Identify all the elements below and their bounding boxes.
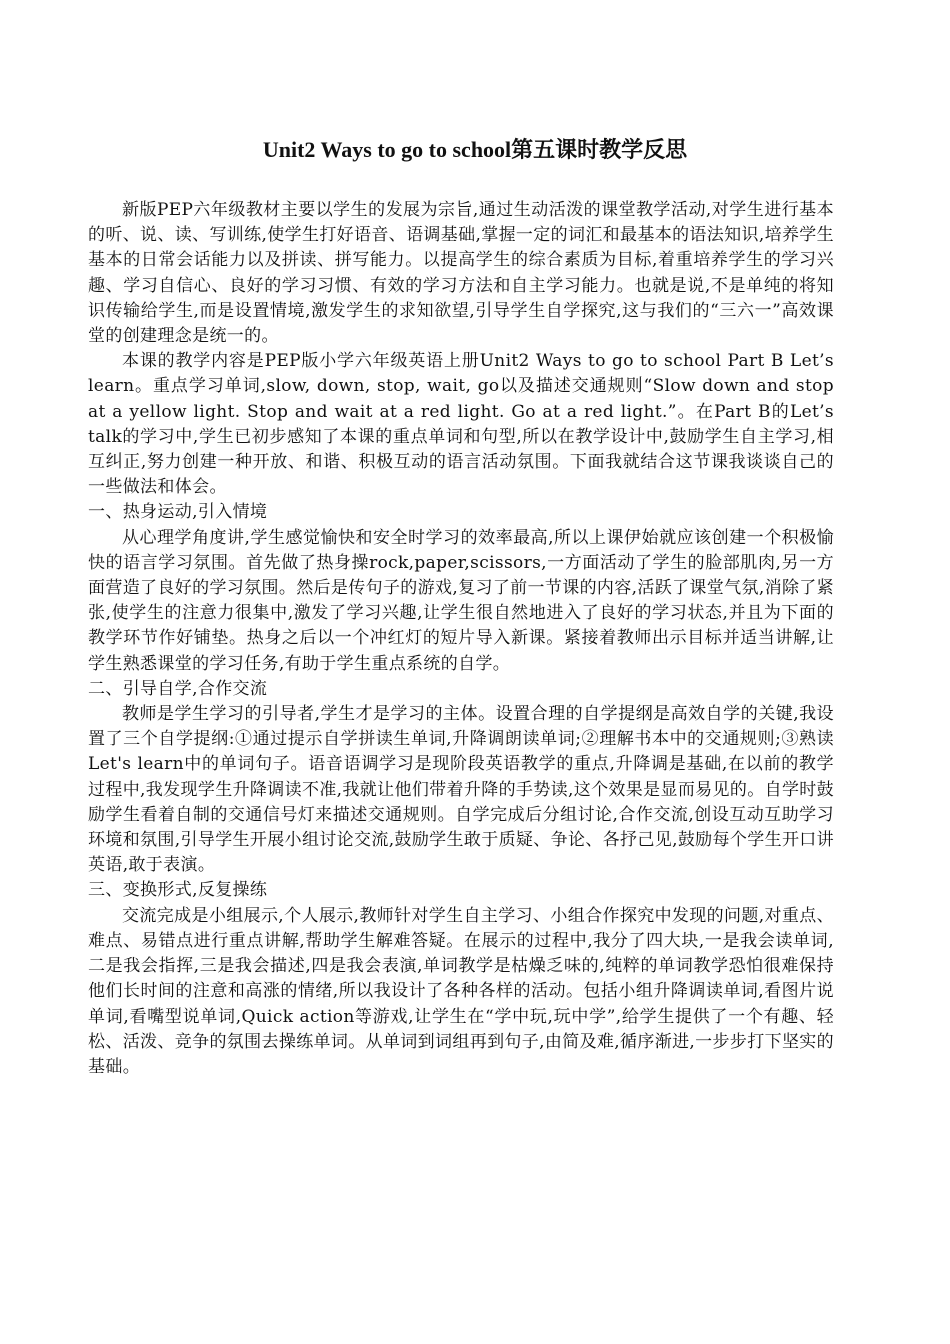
paragraph-lesson-content: 本课的教学内容是PEP版小学六年级英语上册Unit2 Ways to go to school Part B Let’s learn。重点学习单词,slow, down, stop, wait, go以及描述交通规则“Slow down and stop at a yellow light. Stop and wait at a red light. Go at a red light.”。在Part B的Let’s talk的学习中,学生已初步感知了本课的重点单词和句型,所以在教学设计中,鼓励学生自主学习,相互纠正,努力创建一种开放、和谐、积极互动的语言活动氛围。下面我就结合这节课我谈谈自己的一些做法和体会。 (88, 351, 834, 498)
section-heading-self-study: 二、引导自学,合作交流 (88, 678, 268, 699)
paragraph-practice: 交流完成是小组展示,个人展示,教师针对学生自主学习、小组合作探究中发现的问题,对重点、难点、易错点进行重点讲解,帮助学生解难答疑。在展示的过程中,我分了四大块,一是我会读单词,二是我会指挥,三是我会描述,四是我会表演,单词教学是枯燥乏味的,纯粹的单词教学恐怕很难保持他们长时间的注意和高涨的情绪,所以我设计了各种各样的活动。包括小组升降调读单词,看图片说单词,看嘴型说单词,Quick action等游戏,让学生在“学中玩,玩中学”,给学生提供了一个有趣、轻松、活泼、竞争的氛围去操练单词。从单词到词组再到句子,由简及难,循序渐进,一步步打下坚实的基础。 (88, 905, 834, 1077)
document-title: Unit2 Ways to go to school第五课时教学反思 (262, 137, 688, 162)
section-heading-warmup: 一、热身运动,引入情境 (88, 502, 268, 523)
document-body (88, 198, 834, 1080)
paragraph-self-study: 教师是学生学习的引导者,学生才是学习的主体。设置合理的自学提纲是高效自学的关键,我设置了三个自学提纲:①通过提示自学拼读生单词,升降调朗读单词;②理解书本中的交通规则;③熟读Let's learn中的单词句子。语音语调学习是现阶段英语教学的重点,升降调是基础,在以前的教学过程中,我发现学生升降调读不准,我就让他们带着升降的手势读,这个效果是显而易见的。自学时鼓励学生看着自制的交通信号灯来描述交通规则。自学完成后分组讨论,合作交流,创设互动互助学习环境和氛围,引导学生开展小组讨论交流,鼓励学生敢于质疑、争论、各抒己见,鼓励每个学生开口讲英语,敢于表演。 (88, 704, 834, 876)
section-heading-practice: 三、变换形式,反复操练 (88, 880, 268, 901)
paragraph-intro: 新版PEP六年级教材主要以学生的发展为宗旨,通过生动活泼的课堂教学活动,对学生进行基本的听、说、读、写训练,使学生打好语音、语调基础,掌握一定的词汇和最基本的语法知识,培养学生基本的日常会话能力以及拼读、拼写能力。以提高学生的综合素质为目标,着重培养学生的学习兴趣、学习自信心、良好的学习习惯、有效的学习方法和自主学习能力。也就是说,不是单纯的将知识传输给学生,而是设置情境,激发学生的求知欲望,引导学生自学探究,这与我们的“三六一”高效课堂的创建理念是统一的。 (88, 200, 834, 347)
paragraph-warmup: 从心理学角度讲,学生感觉愉快和安全时学习的效率最高,所以上课伊始就应该创建一个积极愉快的语言学习氛围。首先做了热身操rock,paper,scissors,一方面活动了学生的脸部肌肉,另一方面营造了良好的学习氛围。然后是传句子的游戏,复习了前一节课的内容,活跃了课堂气氛,消除了紧张,使学生的注意力很集中,激发了学习兴趣,让学生很自然地进入了良好的学习状态,并且为下面的教学环节作好铺垫。热身之后以一个冲红灯的短片导入新课。紧接着教师出示目标并适当讲解,让学生熟悉课堂的学习任务,有助于学生重点系统的自学。 (88, 527, 834, 674)
